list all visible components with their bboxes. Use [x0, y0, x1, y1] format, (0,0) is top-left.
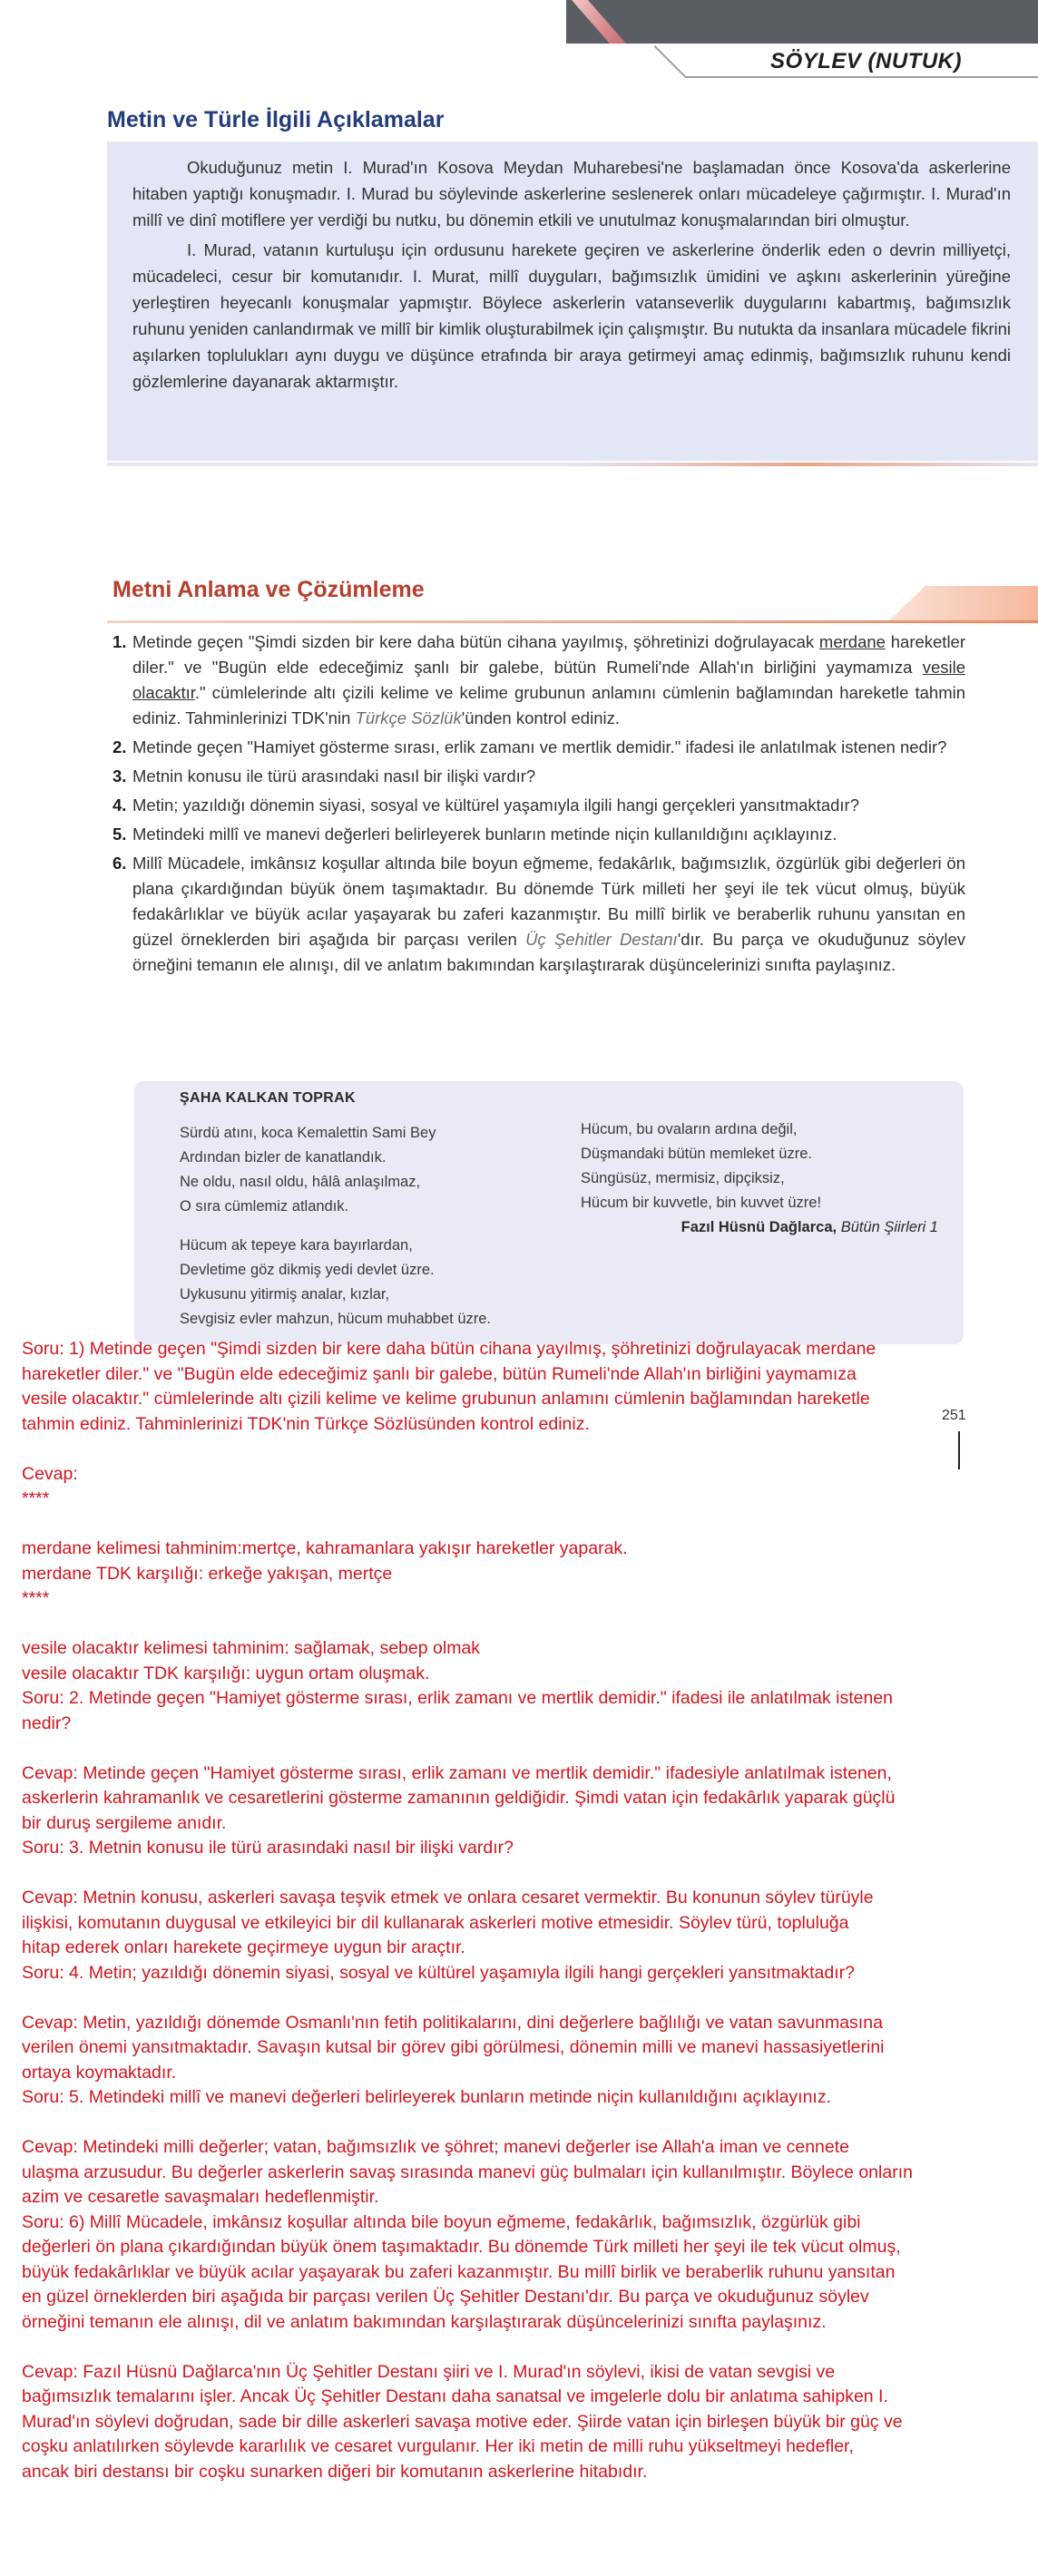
- answer-line: [22, 1861, 1020, 1887]
- answer-line: verilen önemi yansıtmaktadır. Savaşın kutsal bir görev gibi görülmesi, dönemin milli ve manevi hassasiyetlerini: [22, 2037, 885, 2057]
- explanation-box: [107, 141, 1038, 461]
- answer-line: Cevap: Metnin konusu, askerleri savaşa teşvik etmek ve onlara cesaret vermektir. Bu konunun söylev türüyle: [22, 1888, 874, 1908]
- poem-author: Fazıl Hüsnü Dağlarca,: [681, 1219, 837, 1235]
- question-list: [109, 629, 965, 981]
- question-5: [109, 822, 965, 847]
- section-accent-bar: [889, 586, 1038, 620]
- answer-line: ulaşma arzusudur. Bu değerler askerlerin savaş sırasında manevi güç bulmaları için kullanılmıştır. Böylece onların: [22, 2161, 913, 2182]
- explanation-paragraph: I. Murad, vatanın kurtuluşu için ordusunu harekete geçiren ve askerlerine önderlik eden o devrin milliyetçi, mücadeleci, cesur bir komutanıdır. I. Murat, millî duyguları, bağımsızlık ümidini ve aşkını askerlerinin yüreğine yerleştiren heyecanlı konuşmalar yapmıştır. Böylece askerlerin vatanseverlik duygularını kabartmış, bağımsızlık ruhunu yeniden canlandırmak ve millî bir kimlik oluşturabilmek için çalışmıştır. Bu nutukta da insanlara mücadele fikrini aşılarken toplulukları aynı duygu ve düşünce etrafında bir araya getirmeyi amaç edinmiş, bağımsızlık ruhunu kendi gözlemlerine dayanarak aktarmıştır.: [132, 240, 1011, 391]
- answer-line: askerlerin kahramanlık ve cesaretlerini gösterme zamanının geldiğidir. Şimdi vatan için fedakârlık yaparak güçlü: [22, 1788, 896, 1808]
- question-number: 4.: [113, 795, 127, 815]
- answer-line: [22, 1512, 1020, 1537]
- page-title: SÖYLEV (NUTUK): [770, 49, 962, 73]
- question-text: Metinde geçen "Hamiyet gösterme sırası, erlik zamanı ve mertlik demidir." ifadesi ile anlatılmak istenen nedir?: [132, 737, 947, 756]
- poem-line: Sürdü atını, koca Kemalettin Sami Bey: [180, 1125, 436, 1141]
- answer-line: vesile olacaktır kelimesi tahminim: sağlamak, sebep olmak: [22, 1638, 481, 1658]
- header-divider: [685, 76, 1038, 78]
- poem-line: Düşmandaki bütün memleket üzre.: [581, 1146, 812, 1162]
- answer-line: ****: [22, 1588, 50, 1608]
- answer-line: [22, 2335, 1020, 2360]
- answer-line: ancak biri destansı bir coşku sunarken diğeri bir komutanın askerlerine hitabıdır.: [22, 2461, 648, 2482]
- question-2: [109, 735, 965, 760]
- answer-line: azim ve cesaretle savaşmaları hedeflenmiştir.: [22, 2187, 379, 2207]
- header-divider-angle: [654, 45, 686, 77]
- answer-line: Murad'ın söylevi doğrudan, sade bir dille askerleri savaşa motive eder. Şiirde vatan için birleşen büyük bir güç ve: [22, 2411, 903, 2432]
- poem-line: O sıra cümlemiz atlandık.: [180, 1198, 349, 1215]
- answer-line: ilişkisi, komutanın duygusal ve etkileyici bir dil kullanarak askerleri motive etmesidir. Söylev türü, topluluğa: [22, 1912, 849, 1933]
- answer-line: [22, 1612, 1020, 1637]
- question-text: Metindeki millî ve manevi değerleri belirleyerek bunların metinde niçin kullanıldığını açıklayınız.: [132, 825, 837, 844]
- answer-line: tahmin ediniz. Tahminlerinizi TDK'nin Türkçe Sözlüsünden kontrol ediniz.: [22, 1413, 590, 1434]
- poem-book: Bütün Şiirleri 1: [840, 1219, 938, 1235]
- poem-stanza-1: [180, 1121, 436, 1219]
- question-number: 5.: [113, 825, 127, 844]
- poem-stanza-2: [180, 1234, 491, 1332]
- answer-line: ****: [22, 1488, 50, 1508]
- header-banner: [566, 0, 1038, 44]
- question-3: [109, 764, 965, 789]
- poem-stanza-3: [581, 1117, 821, 1215]
- answer-line: hitap ederek onları harekete geçirmeye uygun bir araçtır.: [22, 1937, 465, 1957]
- question-6: 6. Millî Mücadele, imkânsız koşullar altında bile boyun eğmeme, fedakârlık, bağımsızlık, özgürlük gibi değerleri ön plana çıkardığından büyük önem taşımaktadır. Bu dönemde Türk milleti her şeyi ile tek vücut olmuş, büyük fedakârlıklar ve büyük acılar yaşayarak bu zaferi kazanmıştır. Bu millî birlik ve beraberlik ruhunu yansıtan en güzel örneklerden biri aşağıda bir parçası verilen Üç Şehitler Destanı'dır. Bu parça ve okuduğunuz söylev örneğini temanın ele alınışı, dil ve anlatım bakımından karşılaştırarak düşüncelerinizi sınıfta paylaşınız.: [109, 851, 965, 978]
- answer-line: Soru: 2. Metinde geçen "Hamiyet gösterme sırası, erlik zamanı ve mertlik demidir." ifadesi ile anlatılmak istenen: [22, 1688, 893, 1708]
- answer-line: merdane TDK karşılığı: erkeğe yakışan, mertçe: [22, 1563, 393, 1584]
- answer-line: Soru: 4. Metin; yazıldığı dönemin siyasi, sosyal ve kültürel yaşamıyla ilgili hangi gerçekleri yansıtmaktadır?: [22, 1962, 855, 1983]
- poem-line: Hücum, bu ovaların ardına değil,: [581, 1121, 798, 1137]
- question-1: 1. Metinde geçen "Şimdi sizden bir kere daha bütün cihana yayılmış, şöhretinizi doğrulayacak merdane hareketler diler." ve "Bugün elde edeceğimiz şanlı bir galebe, bütün Rumeli'nde Allah'ın birliğini yaymamıza vesile olacaktır." cümlelerinde altı çizili kelime ve kelime grubunun anlamını cümlenin bağlamından hareketle tahmin ediniz. Tahminlerinizi TDK'nin Türkçe Sözlük'ünden kontrol ediniz.: [109, 629, 965, 731]
- answer-line: nedir?: [22, 1712, 72, 1733]
- poem-title: ŞAHA KALKAN TOPRAK: [180, 1090, 356, 1106]
- explanation-box-underline: [107, 463, 1038, 466]
- answer-line: Soru: 5. Metindeki millî ve manevi değerleri belirleyerek bunların metinde niçin kullanıldığını açıklayınız.: [22, 2087, 832, 2107]
- answer-text-overlay: [22, 1337, 1020, 2484]
- answer-line: Cevap: Metinde geçen "Hamiyet gösterme sırası, erlik zamanı ve mertlik demidir." ifadesiyle anlatılmak istenen,: [22, 1762, 892, 1783]
- dictionary-name: Türkçe Sözlük: [355, 708, 462, 727]
- answer-line: değerleri ön plana çıkardığından büyük önem taşımaktadır. Bu dönemde Türk milleti her şeyi ile tek vücut olmuş,: [22, 2237, 901, 2257]
- poem-line: Hücum ak tepeye kara bayırlardan,: [180, 1237, 413, 1254]
- answer-line: hareketler diler." ve "Bugün elde edeceğimiz şanlı bir galebe, bütün Rumeli'nde Allah'ın birliğini yaymamıza: [22, 1363, 857, 1384]
- poem-line: Ne oldu, nasıl oldu, hâlâ anlaşılmaz,: [180, 1174, 421, 1190]
- answer-line: ortaya koymaktadır.: [22, 2062, 177, 2083]
- underlined-word-merdane: merdane: [818, 632, 886, 651]
- poem-line: Süngüsüz, mermisiz, dipçiksiz,: [581, 1170, 785, 1186]
- answer-line: Cevap: Metindeki milli değerler; vatan, bağımsızlık ve şöhret; manevi değerler ise Allah'a iman ve cennete: [22, 2137, 850, 2157]
- question-number: 3.: [113, 766, 127, 785]
- poem-source: [681, 1219, 938, 1236]
- answer-line: bir duruş sergileme anıdır.: [22, 1812, 227, 1833]
- answer-line: büyük fedakârlıklar ve büyük acılar yaşayarak bu zaferi kazanmıştır. Bu millî birlik ve beraberlik ruhunu yansıtan: [22, 2261, 896, 2282]
- answer-line: örneğini temanın ele alınışı, dil ve anlatım bakımından karşılaştırarak düşüncelerinizi sınıfta paylaşınız.: [22, 2311, 827, 2332]
- answer-line: [22, 1736, 1020, 1761]
- answer-line: Soru: 3. Metnin konusu ile türü arasındaki nasıl bir ilişki vardır?: [22, 1838, 514, 1858]
- section-title-aciklamalar: Metin ve Türle İlgili Açıklamalar: [107, 107, 445, 132]
- question-number: 2.: [113, 737, 127, 756]
- answer-line: [22, 1986, 1020, 2011]
- underlined-phrase-vesile: vesile olacaktır: [132, 658, 965, 702]
- answer-line: en güzel örneklerden biri aşağıda bir parçası verilen Üç Şehitler Destanı'dır. Bu parça ve okuduğunuz söylev: [22, 2287, 869, 2307]
- poem-line: Ardından bizler de kanatlandık.: [180, 1149, 387, 1166]
- poem-line: Sevgisiz evler mahzun, hücum muhabbet üzre.: [180, 1311, 492, 1327]
- answer-line: Soru: 6) Millî Mücadele, imkânsız koşullar altında bile boyun eğmeme, fedakârlık, bağımsızlık, özgürlük gibi: [22, 2211, 861, 2232]
- page-number: 251: [942, 1408, 966, 1423]
- answer-line: [22, 2111, 1020, 2136]
- poem-line: Uykusunu yitirmiş analar, kızlar,: [180, 1286, 390, 1303]
- poem-reference: Üç Şehitler Destanı: [525, 930, 678, 949]
- question-text: Metin; yazıldığı dönemin siyasi, sosyal ve kültürel yaşamıyla ilgili hangi gerçekleri yansıtmaktadır?: [132, 795, 859, 815]
- answer-line: vesile olacaktır TDK karşılığı: uygun ortam oluşmak.: [22, 1663, 430, 1683]
- answer-line: [22, 1437, 1020, 1462]
- section-divider: [107, 620, 1038, 623]
- question-4: [109, 793, 965, 818]
- answer-line: Cevap:: [22, 1463, 78, 1484]
- answer-line: merdane kelimesi tahminim:mertçe, kahramanlara yakışır hareketler yaparak.: [22, 1538, 628, 1558]
- question-number: 6.: [113, 854, 127, 873]
- explanation-paragraph: Okuduğunuz metin I. Murad'ın Kosova Meydan Muharebesi'ne başlamadan önce Kosova'da askerlerine hitaben yaptığı konuşmadır. I. Murad bu söylevinde askerlerine seslenerek onları mücadeleye çağırmıştır. I. Murad'ın millî ve dinî motiflere yer verdiği bu nutku, bu dönemin etkili ve unutulmaz konuşmalarından biri olmuştur.: [132, 158, 1011, 229]
- answer-line: Cevap: Metin, yazıldığı dönemde Osmanlı'nın fetih politikalarını, dini değerlere bağlılığı ve vatan savunmasına: [22, 2012, 883, 2033]
- section-title-cozumleme: Metni Anlama ve Çözümleme: [113, 577, 425, 602]
- answer-line: Cevap: Fazıl Hüsnü Dağlarca'nın Üç Şehitler Destanı şiiri ve I. Murad'ın söylevi, ikisi de vatan sevgisi ve: [22, 2361, 836, 2382]
- poem-line: Hücum bir kuvvetle, bin kuvvet üzre!: [581, 1195, 822, 1211]
- answer-line: vesile olacaktır." cümlelerinde altı çizili kelime ve kelime grubunun anlamını cümlenin bağlamından hareketle: [22, 1389, 870, 1409]
- question-number: 1.: [113, 632, 127, 651]
- poem-line: Devletime göz dikmiş yedi devlet üzre.: [180, 1262, 435, 1278]
- question-text: Metnin konusu ile türü arasındaki nasıl bir ilişki vardır?: [132, 766, 536, 785]
- answer-line: coşku anlatılırken söylevde kararlılık ve cesaret vurgulanır. Her iki metin de milli ruhu yükseltmeyi hedefler,: [22, 2436, 854, 2456]
- answer-line: Soru: 1) Metinde geçen "Şimdi sizden bir kere daha bütün cihana yayılmış, şöhretinizi doğrulayacak merdane: [22, 1339, 876, 1359]
- answer-line: bağımsızlık temalarını işler. Ancak Üç Şehitler Destanı daha sanatsal ve imgelerle dolu bir anlatıma sahipken I.: [22, 2386, 888, 2406]
